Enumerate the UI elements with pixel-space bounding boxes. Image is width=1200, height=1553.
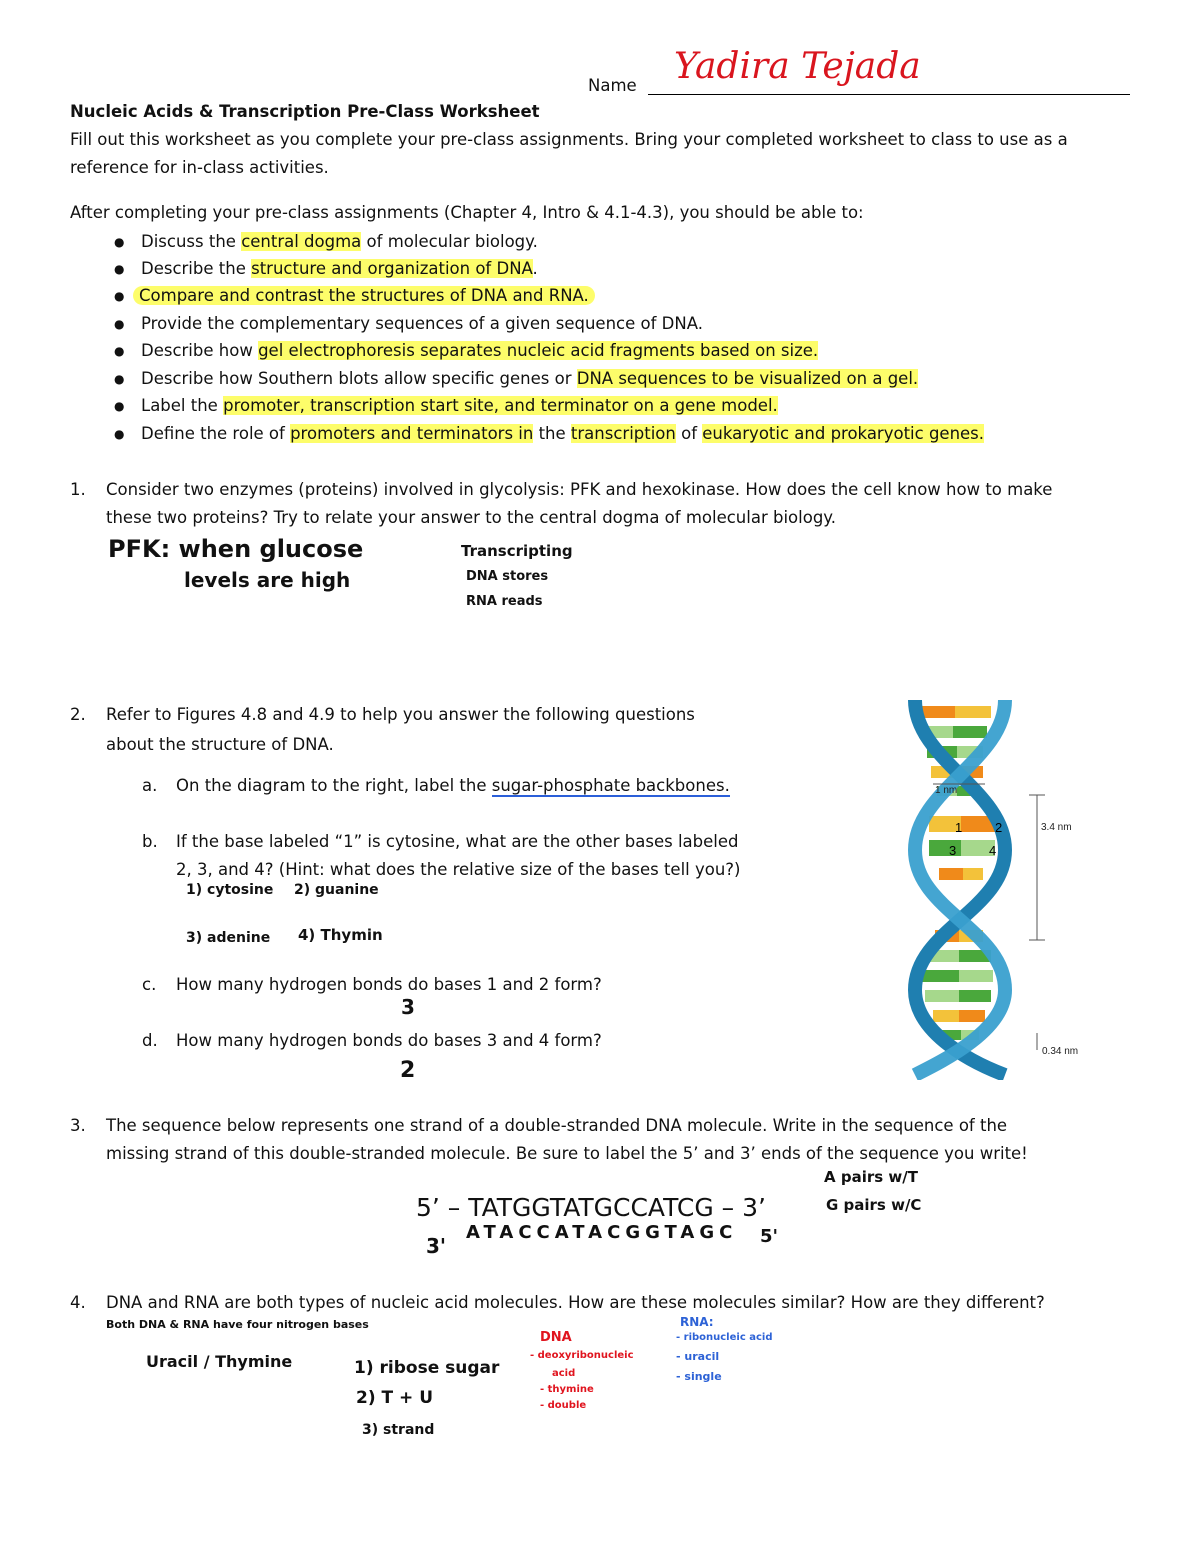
dna-note-1: - deoxyribonucleic [530, 1350, 634, 1361]
dna-note-3: - double [540, 1400, 587, 1411]
q4-answer-uracil-thymine: Uracil / Thymine [146, 1352, 293, 1371]
label-3-4nm: 3.4 nm [1041, 822, 1072, 833]
q1-answer-pfk: PFK: when glucose [108, 535, 364, 563]
name-label: Name [588, 76, 637, 95]
q2b-line-2: 2, 3, and 4? (Hint: what does the relative size of the bases tell you?) [176, 860, 741, 879]
rna-note-2: - uracil [676, 1350, 720, 1363]
student-name-signature: Yadira Tejada [674, 46, 921, 87]
label-0-34nm: 0.34 nm [1042, 1046, 1079, 1057]
base-label-2: 2 [995, 820, 1003, 835]
instructions-line-2: reference for in-class activities. [70, 158, 329, 177]
q4-number: 4. [70, 1293, 86, 1312]
bullet-icon: ● [114, 344, 125, 358]
bullet-icon: ● [114, 372, 125, 386]
instructions-line-1: Fill out this worksheet as you complete your pre-class assignments. Bring your completed worksheet to class to use as a [70, 130, 1068, 149]
label-1nm: 1 nm [935, 785, 958, 796]
worksheet-title: Nucleic Acids & Transcription Pre-Class Worksheet [70, 102, 540, 121]
q4-answer-t-u: 2) T + U [356, 1388, 433, 1408]
bullet-icon: ● [114, 262, 125, 276]
q4-line-1: DNA and RNA are both types of nucleic acid molecules. How are these molecules similar? How are they different? [106, 1293, 1045, 1312]
bullet-icon: ● [114, 317, 125, 331]
q3-sequence: 5’ – TATGGTATGCCATCG – 3’ [416, 1193, 766, 1222]
bullet-icon: ● [114, 399, 125, 413]
q2-line-2: about the structure of DNA. [106, 735, 334, 754]
dna-note-2: - thymine [540, 1384, 594, 1395]
q4-answer-ribose: 1) ribose sugar [354, 1358, 500, 1378]
bullet-icon: ● [114, 235, 125, 249]
q4-answer-strand: 3) strand [362, 1422, 435, 1438]
base-label-3: 3 [949, 843, 957, 858]
q4-answer-both: Both DNA & RNA have four nitrogen bases [106, 1318, 369, 1331]
q3-answer-5-end: 5' [760, 1226, 779, 1247]
q2b-line-1: If the base labeled “1” is cytosine, what are the other bases labeled [176, 832, 739, 851]
rna-note-3: - single [676, 1370, 722, 1383]
name-underline [648, 94, 1130, 95]
rna-notes-title: RNA: [680, 1315, 714, 1329]
q3-answer-3-end: 3' [426, 1234, 447, 1258]
q1-answer-transcripting: Transcripting [461, 542, 573, 560]
q3-number: 3. [70, 1116, 86, 1135]
q2d-answer: 2 [400, 1058, 416, 1083]
q2a-text: On the diagram to the right, label the sugar-phosphate backbones. [176, 776, 730, 795]
q1-line-2: these two proteins? Try to relate your answer to the central dogma of molecular biology. [106, 508, 836, 527]
q3-line-2: missing strand of this double-stranded molecule. Be sure to label the 5’ and 3’ ends of the sequence you write! [106, 1144, 1028, 1163]
q1-number: 1. [70, 480, 86, 499]
q1-answer-dna-stores: DNA stores [466, 569, 549, 584]
q2c-label: c. [142, 975, 157, 994]
q3-answer-sequence: ATACCATACGGTAGC [466, 1222, 738, 1243]
q1-answer-levels: levels are high [184, 568, 351, 592]
dna-notes-title: DNA [540, 1330, 572, 1345]
q2b-answer-1: 1) cytosine [186, 882, 274, 898]
dna-helix-figure [905, 700, 1095, 1080]
dna-note-1b: acid [552, 1368, 576, 1379]
q2d-label: d. [142, 1031, 158, 1050]
q2-line-1: Refer to Figures 4.8 and 4.9 to help you answer the following questions [106, 705, 695, 724]
bullet-icon: ● [114, 427, 125, 441]
q3-note-at: A pairs w/T [824, 1168, 918, 1186]
q2b-answer-2: 2) guanine [294, 882, 379, 898]
base-label-4: 4 [989, 843, 997, 858]
q2b-answer-4: 4) Thymin [298, 926, 383, 944]
q2-number: 2. [70, 705, 86, 724]
objectives-lead: After completing your pre-class assignments (Chapter 4, Intro & 4.1-4.3), you should be able to: [70, 203, 864, 222]
bullet-icon: ● [114, 289, 125, 303]
q3-note-gc: G pairs w/C [826, 1196, 922, 1214]
q2d-text: How many hydrogen bonds do bases 3 and 4 form? [176, 1031, 602, 1050]
q2a-label: a. [142, 776, 158, 795]
base-pairs [915, 706, 1001, 1040]
q2c-answer: 3 [401, 995, 415, 1019]
q1-answer-rna-reads: RNA reads [466, 594, 543, 609]
q2c-text: How many hydrogen bonds do bases 1 and 2 form? [176, 975, 602, 994]
base-label-1: 1 [955, 820, 963, 835]
q2b-answer-3: 3) adenine [186, 930, 271, 946]
q1-line-1: Consider two enzymes (proteins) involved in glycolysis: PFK and hexokinase. How does the cell know how to make [106, 480, 1053, 499]
rna-note-1: - ribonucleic acid [676, 1332, 773, 1343]
q2b-label: b. [142, 832, 158, 851]
q3-line-1: The sequence below represents one strand of a double-stranded DNA molecule. Write in the sequence of the [106, 1116, 1008, 1135]
